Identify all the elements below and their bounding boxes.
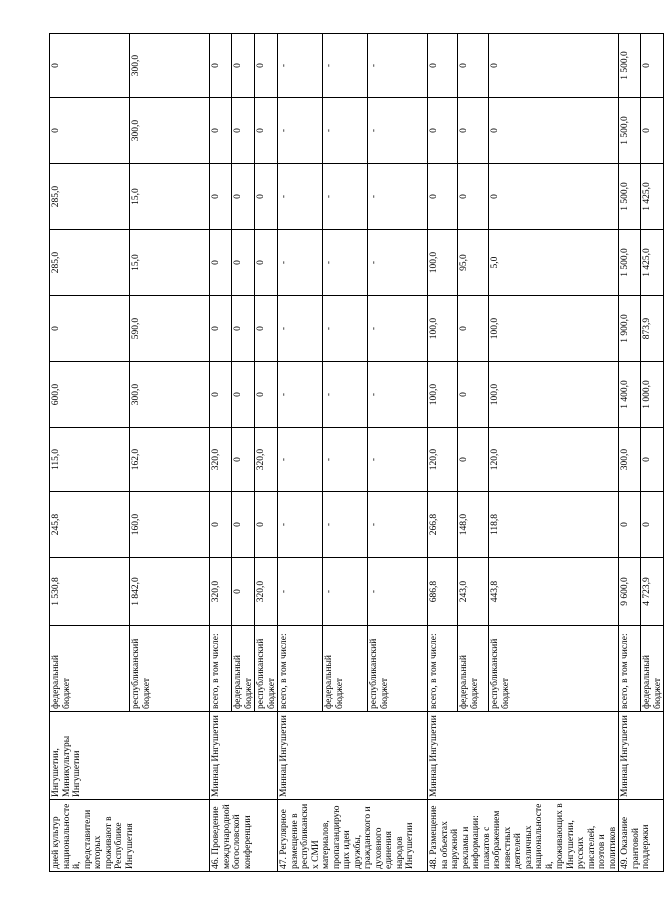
year-value-cell: 245,8 xyxy=(50,492,130,558)
year-value-cell: - xyxy=(368,362,428,428)
year-value-cell: - xyxy=(368,428,428,492)
measure-cell: дней культур национальностей, представители которых проживают в Республике Ингушетия xyxy=(50,800,210,872)
funding-source-cell: всего, в том числе: xyxy=(428,626,458,712)
table-row xyxy=(210,34,232,872)
year-value-cell: 0 xyxy=(210,230,232,296)
total-cell: 320,0 xyxy=(255,558,278,626)
year-value-cell: 15,0 xyxy=(130,230,210,296)
measure-cell: 46. Проведение международной богословской конференции xyxy=(210,800,278,872)
year-value-cell: 95,0 xyxy=(458,230,489,296)
total-cell: 1 842,0 xyxy=(130,558,210,626)
year-value-cell: 0 xyxy=(255,296,278,362)
year-value-cell: 148,0 xyxy=(458,492,489,558)
funding-source-cell: республиканский бюджет xyxy=(368,626,428,712)
year-value-cell: 0 xyxy=(619,492,641,558)
year-value-cell: 0 xyxy=(428,34,458,98)
year-value-cell: - xyxy=(323,164,368,230)
year-value-cell: 1 500,0 xyxy=(619,164,641,230)
year-value-cell: 1 500,0 xyxy=(619,98,641,164)
rotated-table-wrapper xyxy=(49,34,663,872)
year-value-cell: 15,0 xyxy=(130,164,210,230)
year-value-cell: 285,0 xyxy=(50,164,130,230)
year-value-cell: 100,0 xyxy=(428,362,458,428)
year-value-cell: - xyxy=(278,428,323,492)
year-value-cell: 0 xyxy=(210,296,232,362)
year-value-cell: - xyxy=(278,164,323,230)
year-value-cell: 0 xyxy=(210,164,232,230)
year-value-cell: - xyxy=(368,164,428,230)
year-value-cell: 266,8 xyxy=(428,492,458,558)
year-value-cell: 120,0 xyxy=(489,428,619,492)
year-value-cell: 0 xyxy=(458,428,489,492)
year-value-cell: 0 xyxy=(50,296,130,362)
year-value-cell: 0 xyxy=(50,98,130,164)
year-value-cell: - xyxy=(278,492,323,558)
year-value-cell: 285,0 xyxy=(50,230,130,296)
year-value-cell: - xyxy=(323,362,368,428)
total-cell: 320,0 xyxy=(210,558,232,626)
year-value-cell: 100,0 xyxy=(428,230,458,296)
total-cell: 443,8 xyxy=(489,558,619,626)
year-value-cell: 0 xyxy=(232,34,255,98)
year-value-cell: 0 xyxy=(489,34,619,98)
funding-source-cell: федеральный бюджет xyxy=(641,626,664,712)
year-value-cell: 0 xyxy=(489,98,619,164)
executor-cell: Миннац Ингушетии xyxy=(428,712,619,800)
year-value-cell: 162,0 xyxy=(130,428,210,492)
total-cell: - xyxy=(368,558,428,626)
year-value-cell: 115,0 xyxy=(50,428,130,492)
funding-source-cell: республиканский бюджет xyxy=(489,626,619,712)
year-value-cell: 0 xyxy=(489,164,619,230)
year-value-cell: 1 425,0 xyxy=(641,164,664,230)
executor-cell: Миннац Ингушетии xyxy=(619,712,664,800)
year-value-cell: - xyxy=(323,230,368,296)
year-value-cell: - xyxy=(323,492,368,558)
table-row xyxy=(278,34,323,872)
year-value-cell: 120,0 xyxy=(428,428,458,492)
year-value-cell: - xyxy=(368,34,428,98)
funding-source-cell: республиканский бюджет xyxy=(130,626,210,712)
budget-table xyxy=(49,33,664,872)
year-value-cell: - xyxy=(368,98,428,164)
table-body xyxy=(50,34,664,872)
year-value-cell: 100,0 xyxy=(489,362,619,428)
year-value-cell: 0 xyxy=(458,164,489,230)
table-row xyxy=(428,34,458,872)
year-value-cell: - xyxy=(278,34,323,98)
funding-source-cell: федеральный бюджет xyxy=(232,626,255,712)
measure-cell: 49. Оказание грантовой поддержки xyxy=(619,800,664,872)
funding-source-cell: федеральный бюджет xyxy=(458,626,489,712)
year-value-cell: - xyxy=(278,296,323,362)
year-value-cell: - xyxy=(368,230,428,296)
year-value-cell: 0 xyxy=(458,362,489,428)
year-value-cell: 1 400,0 xyxy=(619,362,641,428)
year-value-cell: 0 xyxy=(210,362,232,428)
year-value-cell: - xyxy=(278,230,323,296)
total-cell: 686,8 xyxy=(428,558,458,626)
year-value-cell: 118,8 xyxy=(489,492,619,558)
year-value-cell: 5,0 xyxy=(489,230,619,296)
year-value-cell: 0 xyxy=(641,34,664,98)
year-value-cell: 0 xyxy=(458,34,489,98)
year-value-cell: 600,0 xyxy=(50,362,130,428)
total-cell: 9 600,0 xyxy=(619,558,641,626)
year-value-cell: 0 xyxy=(641,428,664,492)
year-value-cell: 0 xyxy=(232,98,255,164)
total-cell: 243,0 xyxy=(458,558,489,626)
year-value-cell: 0 xyxy=(232,362,255,428)
year-value-cell: 0 xyxy=(210,492,232,558)
total-cell: 4 723,9 xyxy=(641,558,664,626)
year-value-cell: 300,0 xyxy=(130,98,210,164)
year-value-cell: 0 xyxy=(255,230,278,296)
funding-source-cell: всего, в том числе: xyxy=(210,626,232,712)
year-value-cell: 0 xyxy=(50,34,130,98)
year-value-cell: 0 xyxy=(232,164,255,230)
year-value-cell: 100,0 xyxy=(489,296,619,362)
year-value-cell: 0 xyxy=(428,164,458,230)
year-value-cell: - xyxy=(278,98,323,164)
year-value-cell: 590,0 xyxy=(130,296,210,362)
year-value-cell: 320,0 xyxy=(255,428,278,492)
total-cell: - xyxy=(278,558,323,626)
year-value-cell: 1 425,0 xyxy=(641,230,664,296)
table-row xyxy=(619,34,641,872)
year-value-cell: 0 xyxy=(232,492,255,558)
year-value-cell: 0 xyxy=(458,296,489,362)
table-row xyxy=(50,34,130,872)
year-value-cell: - xyxy=(368,296,428,362)
year-value-cell: 0 xyxy=(210,34,232,98)
year-value-cell: 300,0 xyxy=(130,34,210,98)
year-value-cell: 0 xyxy=(458,98,489,164)
funding-source-cell: всего, в том числе: xyxy=(619,626,641,712)
year-value-cell: 0 xyxy=(232,296,255,362)
funding-source-cell: всего, в том числе: xyxy=(278,626,323,712)
year-value-cell: 100,0 xyxy=(428,296,458,362)
measure-cell: 47. Регулярное размещение в республиканских СМИ материалов, пропагандирующих идеи дружбы, гражданского и духовного единения народов Ингушетии xyxy=(278,800,428,872)
year-value-cell: 0 xyxy=(255,492,278,558)
year-value-cell: - xyxy=(323,34,368,98)
year-value-cell: 0 xyxy=(255,164,278,230)
year-value-cell: 0 xyxy=(428,98,458,164)
year-value-cell: 0 xyxy=(232,230,255,296)
executor-cell: Ингушетии, Миникультуры Ингушетии xyxy=(50,712,210,800)
year-value-cell: 0 xyxy=(232,428,255,492)
year-value-cell: - xyxy=(368,492,428,558)
executor-cell: Миннац Ингушетии xyxy=(210,712,278,800)
year-value-cell: 160,0 xyxy=(130,492,210,558)
year-value-cell: 300,0 xyxy=(619,428,641,492)
year-value-cell: - xyxy=(323,296,368,362)
year-value-cell: 0 xyxy=(255,34,278,98)
year-value-cell: 1 500,0 xyxy=(619,230,641,296)
year-value-cell: 0 xyxy=(210,98,232,164)
executor-cell: Миннац Ингушетии xyxy=(278,712,428,800)
year-value-cell: 1 000,0 xyxy=(641,362,664,428)
year-value-cell: 320,0 xyxy=(210,428,232,492)
total-cell: - xyxy=(323,558,368,626)
funding-source-cell: федеральный бюджет xyxy=(323,626,368,712)
year-value-cell: 0 xyxy=(641,98,664,164)
measure-cell: 48. Размещение на объектах наружной рекламы и информации: плакатов с изображением известных деятелей различных национальностей, проживающих в Ингушетии, русских писателей, поэтов и политиков xyxy=(428,800,619,872)
year-value-cell: 300,0 xyxy=(130,362,210,428)
year-value-cell: 0 xyxy=(641,492,664,558)
funding-source-cell: республиканский бюджет xyxy=(255,626,278,712)
year-value-cell: 0 xyxy=(255,362,278,428)
year-value-cell: 873,9 xyxy=(641,296,664,362)
year-value-cell: 0 xyxy=(255,98,278,164)
total-cell: 1 530,8 xyxy=(50,558,130,626)
year-value-cell: - xyxy=(323,98,368,164)
year-value-cell: 1 900,0 xyxy=(619,296,641,362)
year-value-cell: - xyxy=(323,428,368,492)
year-value-cell: - xyxy=(278,362,323,428)
year-value-cell: 1 500,0 xyxy=(619,34,641,98)
total-cell: 0 xyxy=(232,558,255,626)
funding-source-cell: федеральный бюджет xyxy=(50,626,130,712)
